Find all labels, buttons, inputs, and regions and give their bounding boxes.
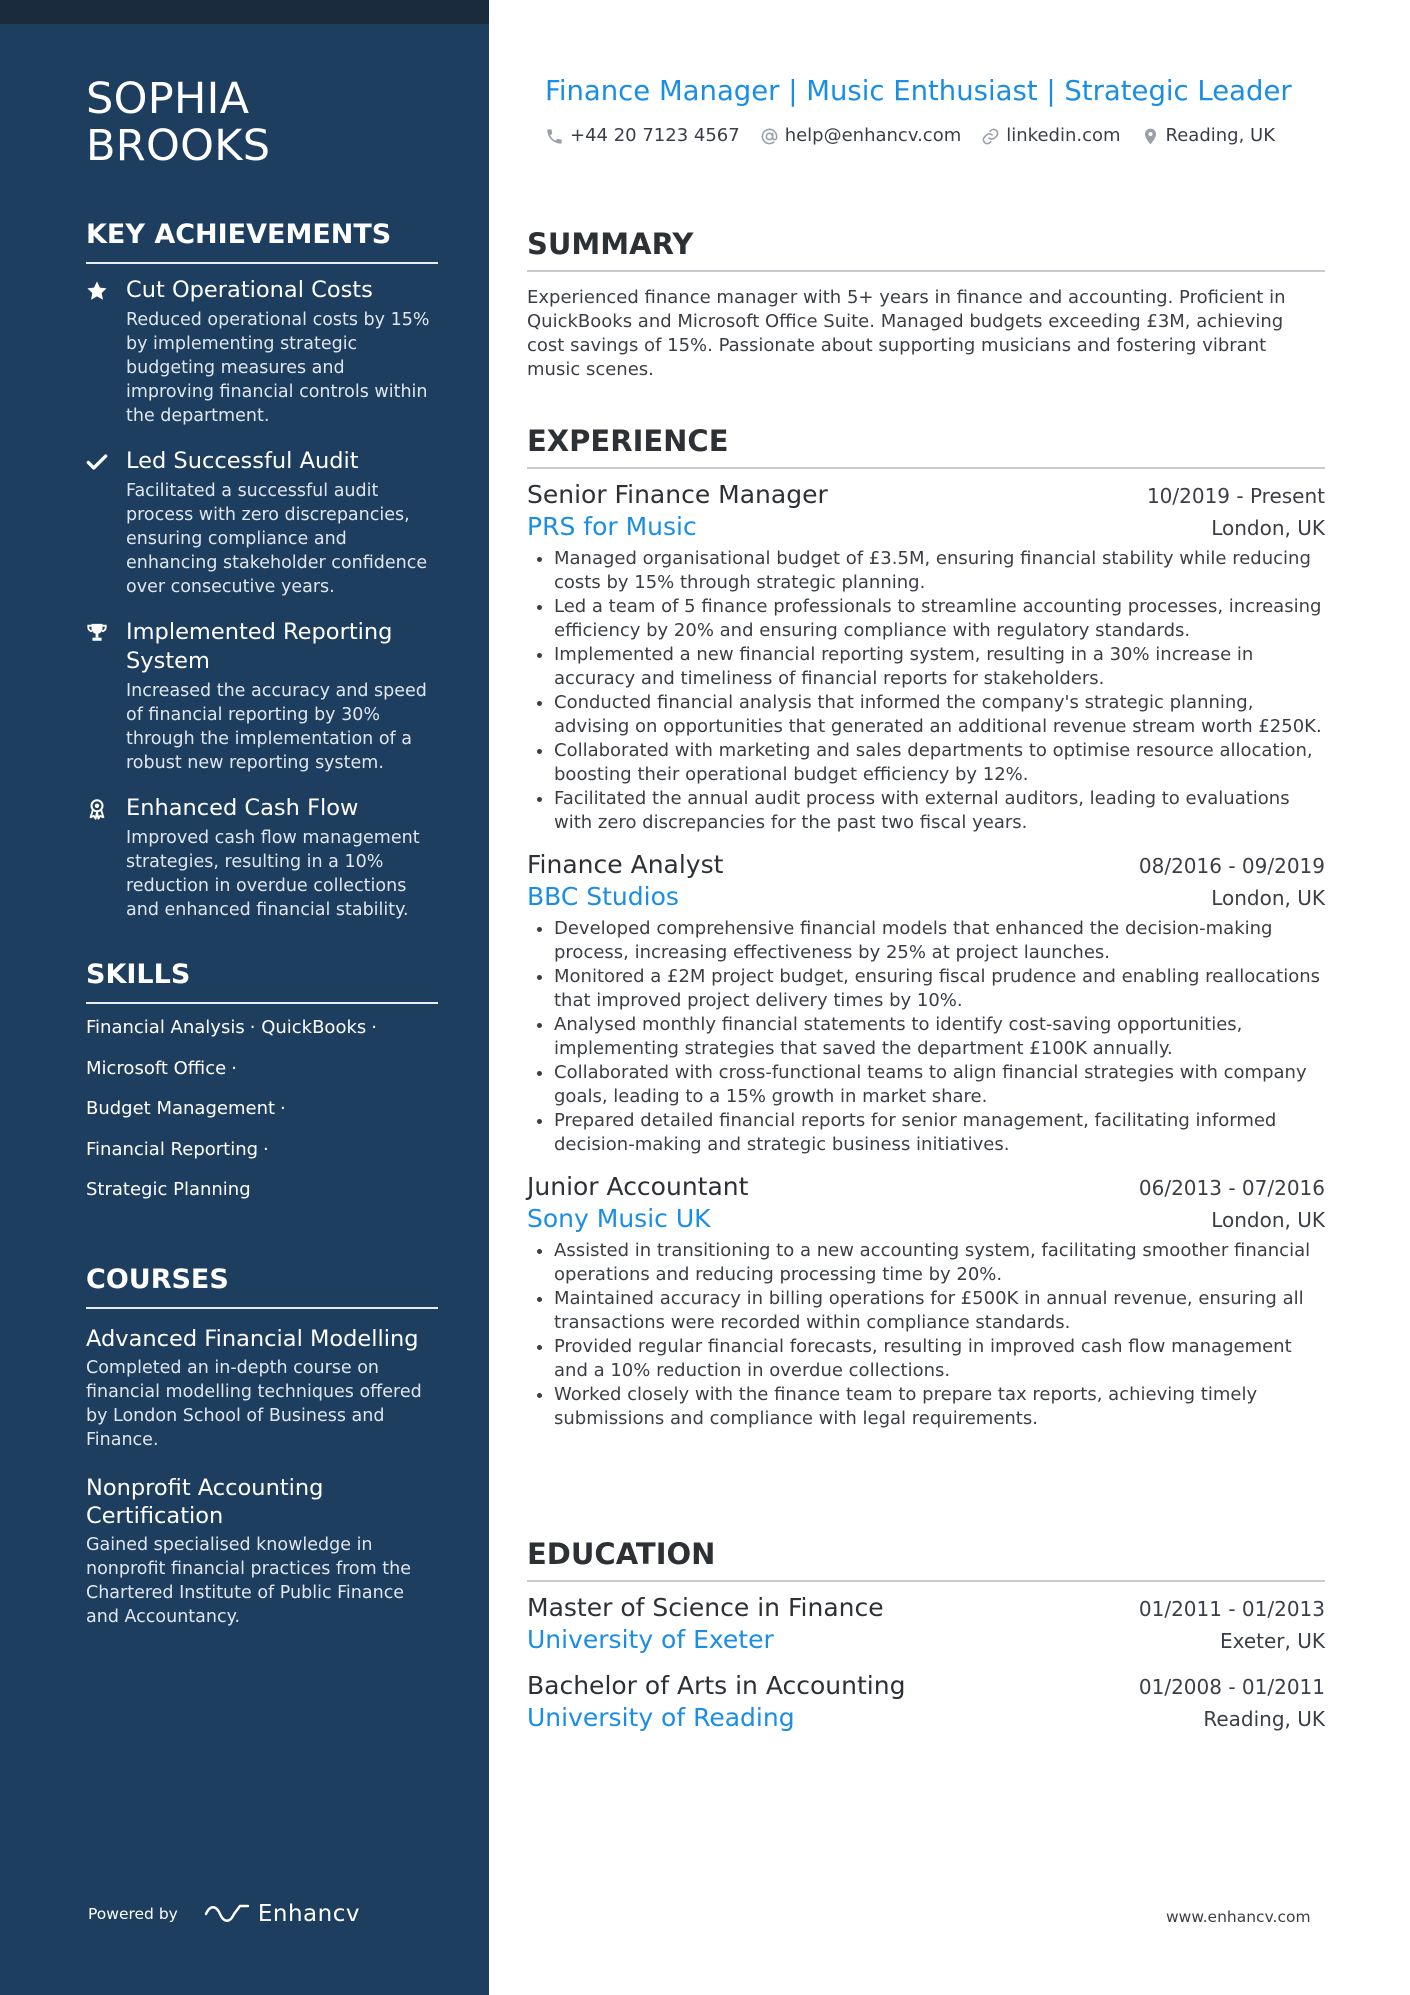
skill-separator: · [371,1017,377,1038]
achievement-item [86,447,438,599]
contact-email[interactable] [760,124,962,148]
skill-row [86,1138,438,1179]
skill-row [86,1016,438,1057]
bullet-item: Developed comprehensive financial models that enhanced the decision-making process, increasing effectiveness by 25% at project launches. [527,917,1325,965]
job-title: Finance Analyst [527,850,724,879]
location-icon [1141,127,1160,146]
skill-row [86,1178,438,1219]
experience-title: EXPERIENCE [527,423,1325,469]
company-name: Sony Music UK [527,1204,711,1233]
bullet-item: Collaborated with marketing and sales departments to optimise resource allocation, boosting their operational budget efficiency by 12%. [527,739,1325,787]
achievements-title: KEY ACHIEVEMENTS [86,218,438,264]
achievement-item [86,794,438,922]
school-location: Exeter, UK [1220,1629,1325,1653]
skills-title: SKILLS [86,958,438,1004]
achievement-desc: Reduced operational costs by 15% by implementing strategic budgeting measures and improving financial controls within the department. [126,310,430,426]
bullet-item: Maintained accuracy in billing operations for £500K in annual revenue, ensuring all transactions were recorded within compliance standards. [527,1287,1325,1335]
medal-icon [86,794,126,922]
school-name: University of Exeter [527,1625,774,1654]
achievements-section [86,218,438,922]
powered-by [88,1901,360,1927]
bullet-item: Provided regular financial forecasts, resulting in improved cash flow management and a 10% reduction in overdue collections. [527,1335,1325,1383]
achievement-title: Enhanced Cash Flow [126,795,359,821]
at-icon [760,127,779,146]
skill-separator: · [231,1057,237,1079]
job-entry [527,479,1325,835]
job-dates: 10/2019 - Present [1146,484,1325,508]
courses-section [86,1263,438,1629]
skill-item: Financial Reporting [86,1138,259,1160]
degree-title: Master of Science in Finance [527,1593,884,1622]
course-item [86,1325,438,1452]
bullet-item: Conducted financial analysis that informed the company's strategic planning, advising on opportunities that generated an additional revenue stream worth £250K. [527,691,1325,739]
school-name: University of Reading [527,1703,795,1732]
contact-linkedin-text: linkedin.com [1006,125,1121,146]
enhancv-logo[interactable] [204,1901,360,1927]
skill-item: Financial Analysis [86,1017,245,1038]
job-title: Junior Accountant [527,1172,749,1201]
phone-icon [545,127,564,146]
skill-item: Budget Management [86,1098,276,1120]
course-desc: Completed an in-depth course on financial modelling techniques offered by London School of Business and Finance. [86,1357,422,1450]
trophy-icon [86,618,126,775]
candidate-name [86,76,438,170]
sidebar-content [86,76,438,1629]
education-dates: 01/2011 - 01/2013 [1138,1597,1325,1621]
bullet-item: Managed organisational budget of £3.5M, ensuring financial stability while reducing costs by 15% through strategic planning. [527,547,1325,595]
school-location: Reading, UK [1203,1707,1325,1731]
name-last: BROOKS [86,121,271,171]
achievement-desc: Facilitated a successful audit process with zero discrepancies, ensuring compliance and enhancing stakeholder confidence over consecutive years. [126,481,428,597]
bullet-item: Facilitated the annual audit process with external auditors, leading to evaluations with zero discrepancies for the past two fiscal years. [527,787,1325,835]
contact-phone[interactable] [545,124,740,148]
education-section [527,1536,1325,1734]
company-name: BBC Studios [527,882,679,911]
summary-section [527,226,1325,382]
experience-section [527,423,1325,1431]
enhancv-logo-icon [204,1902,250,1926]
achievement-title: Cut Operational Costs [126,277,373,303]
job-location: London, UK [1211,516,1325,540]
bullet-item: Assisted in transitioning to a new accounting system, facilitating smoother financial operations and reducing processing time by 20%. [527,1239,1325,1287]
education-title: EDUCATION [527,1536,1325,1582]
contact-location-text: Reading, UK [1165,125,1276,146]
contact-linkedin[interactable] [981,124,1120,148]
company-name: PRS for Music [527,512,697,541]
summary-text: Experienced finance manager with 5+ years in finance and accounting. Proficient in QuickBooks and Microsoft Office Suite. Managed budgets exceeding £3M, achieving cost savings of 15%. Passionate about supporting musicians and fostering vibrant music scenes. [527,287,1286,380]
job-dates: 06/2013 - 07/2016 [1138,1176,1325,1200]
enhancv-logo-text: Enhancv [257,1901,360,1927]
skills-section [86,958,438,1219]
sidebar-top-bar [0,0,489,24]
skills-list [86,1016,438,1219]
job-dates: 08/2016 - 09/2019 [1138,854,1325,878]
link-icon [981,127,1000,146]
education-entry [527,1670,1325,1734]
job-location: London, UK [1211,1208,1325,1232]
contact-bar [545,124,1295,148]
achievement-desc: Improved cash flow management strategies, resulting in a 10% reduction in overdue collections and enhanced financial stability. [126,828,420,920]
bullet-item: Implemented a new financial reporting system, resulting in a 30% increase in accuracy and timeliness of financial reports for stakeholders. [527,643,1325,691]
achievement-item [86,618,438,775]
bullet-item: Prepared detailed financial reports for senior management, facilitating informed decision-making and strategic business initiatives. [527,1109,1325,1157]
achievements-list [86,276,438,922]
bullet-item: Led a team of 5 finance professionals to streamline accounting processes, increasing efficiency by 20% and ensuring compliance with regulatory standards. [527,595,1325,643]
education-entry [527,1592,1325,1656]
bullet-item: Worked closely with the finance team to prepare tax reports, achieving timely submissions and compliance with legal requirements. [527,1383,1325,1431]
course-title: Advanced Financial Modelling [86,1325,419,1352]
skill-separator: · [280,1098,286,1120]
contact-phone-text: +44 20 7123 4567 [570,125,740,146]
course-title: Nonprofit Accounting Certification [86,1474,324,1529]
achievement-title: Led Successful Audit [126,448,359,474]
summary-title: SUMMARY [527,226,1325,272]
headline: Finance Manager | Music Enthusiast | Strategic Leader [545,75,1292,107]
job-entry [527,849,1325,1157]
achievement-title: Implemented Reporting System [126,619,393,674]
job-location: London, UK [1211,886,1325,910]
contact-email-text: help@enhancv.com [784,125,962,146]
skill-row [86,1097,438,1138]
achievement-desc: Increased the accuracy and speed of financial reporting by 30% through the implementation of a robust new reporting system. [126,681,427,773]
courses-title: COURSES [86,1263,438,1309]
skill-item: Strategic Planning [86,1179,251,1201]
job-bullets [527,1239,1325,1431]
star-icon [86,276,126,428]
powered-by-label: Powered by [88,1905,178,1923]
degree-title: Bachelor of Arts in Accounting [527,1671,906,1700]
website-link[interactable]: www.enhancv.com [1166,1908,1311,1926]
achievement-item [86,276,438,428]
job-title: Senior Finance Manager [527,480,828,509]
bullet-item: Monitored a £2M project budget, ensuring fiscal prudence and enabling reallocations that improved project delivery times by 10%. [527,965,1325,1013]
sidebar [0,0,489,1995]
skill-separator: · [263,1138,269,1160]
skill-item: QuickBooks [261,1017,367,1038]
bullet-item: Analysed monthly financial statements to identify cost-saving opportunities, implementing strategies that saved the department £100K annually. [527,1013,1325,1061]
name-first: SOPHIA [86,74,250,124]
contact-location [1141,124,1276,148]
course-item [86,1474,438,1629]
skill-row [86,1057,438,1098]
check-icon [86,447,126,599]
job-bullets [527,917,1325,1157]
bullet-item: Collaborated with cross-functional teams to align financial strategies with company goals, leading to a 15% growth in market share. [527,1061,1325,1109]
job-entry [527,1171,1325,1431]
skill-item: Microsoft Office [86,1057,227,1079]
course-desc: Gained specialised knowledge in nonprofit financial practices from the Chartered Institute of Public Finance and Accountancy. [86,1534,411,1627]
education-dates: 01/2008 - 01/2011 [1138,1675,1325,1699]
job-bullets [527,547,1325,835]
skill-separator: · [249,1017,256,1038]
